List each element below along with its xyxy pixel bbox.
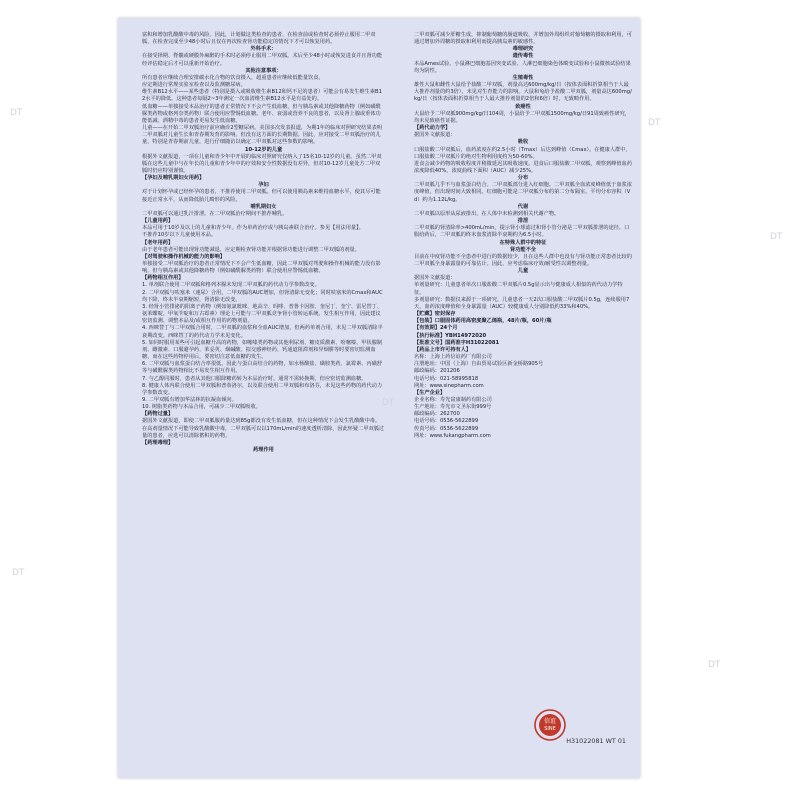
left-column-paragraph: 1. 单剂联合使用二甲双胍和格列本脲未发现二甲双胍的药代动力学参数改变。 xyxy=(142,282,320,289)
right-column-paragraph: 雄性大鼠和雌性大鼠给予盐酸二甲双胍，剂量高达600mg/kg/日（按体表面积折算相当于人最大推荐剂量的约3倍），未见对生育能力的影响。大鼠和兔给予盐酸二甲双胍，剂量高达600mg/kg/日（按体表面积折算相当于人最大推荐剂量的2倍和6倍）时，无致畸作用。 xyxy=(414,82,632,103)
right-column-paragraph: 传真号码：0536-5622899 xyxy=(414,425,479,432)
left-column-paragraph: 【药物相互作用】 xyxy=(142,275,184,282)
right-column-paragraph: 目前在中度肾功能不全患者中进行的数据较少，且在这些人群中也没有与肾功能正常患者比较的二甲双胍全身暴露量的可靠估计。因此，应考虑临床疗效/耐受性以调整剂量。 xyxy=(414,253,632,267)
left-column-paragraph: 5. 如同时服用某些可引起血糖升高的药物，如噻嗪类药物或其他利尿剂、糖皮质激素、吩噻嗪、甲状腺制剂、雌激素、口服避孕药、苯妥英、烟碱酸、拟交感神经药、钙通道阻滞剂和异烟肼等时要密切监测血糖，而在这些药物停用后，要密切注意低血糖的发生。 xyxy=(142,339,383,361)
right-column-paragraph: 儿童 xyxy=(517,268,529,275)
left-column-paragraph: 6. 二甲双胍与血浆蛋白结合率很低，因此与蛋白高结合的药物，如水杨酸盐、磺胺类药、氯霉素、丙磺舒等与磺酰脲类药物相比不易发生相互作用。 xyxy=(142,361,383,375)
left-column-paragraph: 对于计划怀孕或已经怀孕的患者，不推荐使用二甲双胍。但可以使用胰岛素来维持血糖水平，使其尽可能接近正常水平，从而降低胎儿畸形的风险。 xyxy=(142,189,381,203)
right-column-paragraph: 生产地址：寿光市文圣东街999号 xyxy=(414,404,492,411)
right-column-paragraph: 代谢 xyxy=(517,203,529,210)
left-column-paragraph: 2. 二甲双胍与呋塞米（速尿）合用，二甲双胍的AUC增加，但肾清除无变化；同时呋塞米的Cmax和AUC均下降，终末半衰期缩短，肾清除无改变。 xyxy=(142,289,383,303)
left-column-paragraph: 9. 二甲双胍有增加华法林的抗凝血倾向。 xyxy=(142,396,237,403)
right-column-paragraph: 毒理研究 xyxy=(512,46,534,53)
right-column-paragraph: 【药品上市许可持有人】 xyxy=(414,346,472,353)
right-column-paragraph: 生殖毒性 xyxy=(512,74,534,81)
left-column-paragraph: 10-12岁的儿童 xyxy=(244,146,283,153)
svg-text:信谊: 信谊 xyxy=(543,718,557,725)
right-column-paragraph: 二甲双胍可减少肝糖生成，抑制葡萄糖的肠道吸收，并增加外周组织对葡萄糖的摄取和利用，可通过增加外周糖的摄取和利用而提高胰岛素的敏感性。 xyxy=(414,32,632,46)
left-column-paragraph: 低血糖——单独接受本品治疗的患者正常情况下不会产生低血糖，但与胰岛素或其他降糖药物（例如磺酰脲类药物或格列奈类药物）联合使用应警惕低血糖。老年、衰弱或营养不良的患者，以及肾上腺或垂体功能低减、酒精中毒的患者更易发生低血糖。 xyxy=(142,103,381,124)
watermark-right-bottom: DT xyxy=(708,660,721,670)
right-column-paragraph: 二甲双胍几乎不与血浆蛋白结合。二甲双胍部分进入红细胞。二甲双胍全血浓度峰值低于血浆浓度峰值，但出现时间大致相同。红细胞可能是二甲双胍分布的第二分布隔室。平均分布容积（Vd）约为1.12L/kg。 xyxy=(414,182,632,203)
left-column-paragraph: 在接受择期、脊髓或硬膜外麻醉的手术时必须停止服用二甲双胍。术后至少48小时或恢复进食并且肾功能经评估稳定后才可以重新开始治疗。 xyxy=(142,53,383,67)
left-column-paragraph: 孕妇 xyxy=(258,182,269,189)
left-column-paragraph: 10. 树脂类药物与本品合用，可减少二甲双胍吸收。 xyxy=(142,404,261,411)
right-column-paragraph: 吸收 xyxy=(517,139,529,146)
right-column-paragraph: 大鼠给予二甲双胍900mg/kg/日104周，小鼠给予二甲双胍1500mg/kg/日91周致癌性研究，均未见致癌性证据。 xyxy=(414,110,630,124)
left-column-paragraph: 维生素B12水平——某些患者（特别是摄入或吸收维生素B12和钙不足的患者）可能会有易发生维生素B12水平的降低。这种患者每隔2~3年测定一次血清维生素B12水平是有益处的。 xyxy=(142,89,382,103)
right-column-paragraph: 【生产企业】 xyxy=(414,389,446,396)
right-column-paragraph: 邮政编码：262700 xyxy=(414,411,460,418)
left-column-paragraph: 单独接受二甲双胍治疗的患者正常情况下不会产生低血糖，因此二甲双胍对驾驶和操作机械的能力没有影响。但与胰岛素或其他降糖药物（例如磺酰脲类药物）联合使用应警惕低血糖。 xyxy=(142,261,381,275)
right-column-paragraph: 二甲双胍的肾清除率>400mL/min，提示肾小球滤过和肾小管分泌是二甲双胍排泄的途径。口服给药后，二甲双胍的终末血浆清除半衰期约为6.5小时。 xyxy=(414,225,630,239)
right-column-paragraph: 进食会减少药物的吸收程度并稍微延迟其吸收速度。进食后口服盐酸二甲双胍，观察到峰值血药浓度降低40%，浓度曲线下面积（AUC）减少25%。 xyxy=(414,160,632,174)
sine-seal-logo xyxy=(533,708,567,750)
svg-text:SINE: SINE xyxy=(544,726,556,732)
watermark-right-top: DT xyxy=(648,118,661,128)
right-column-paragraph: 在特殊人群中的特征 xyxy=(499,239,547,246)
left-column-paragraph: 二甲双胍可以通过乳汁排泄。在二甲双胍治疗期间不推荐哺乳。 xyxy=(142,210,288,217)
right-column-paragraph: 名称：上海上药信谊药厂有限公司 xyxy=(414,354,492,361)
left-column-paragraph: 【老年用药】 xyxy=(142,239,174,246)
left-column-paragraph: 【药物过量】 xyxy=(142,411,174,418)
watermark-right-mid: DT xyxy=(770,232,783,242)
right-column-paragraph: 肾功能不全 xyxy=(510,246,536,253)
left-column-paragraph: 【药理毒理】 xyxy=(142,439,174,446)
right-column-paragraph: 网址：www.sinepharm.com xyxy=(414,382,484,389)
right-column-paragraph: 【执行标准】YBH14972020 xyxy=(414,332,487,339)
left-column-paragraph: 【孕妇及哺乳期妇女用药】 xyxy=(142,175,205,182)
left-column-paragraph: 富积和增加乳酸酸中毒的风险。因此，计划做这类检查的患者，在检查前或检查时必须停止服用二甲双胍，在检查完成至少48小时后且仅在再次检查肾功能稳定的情况下才可以恢复用药。 xyxy=(142,32,376,46)
watermark-left-bottom: DT xyxy=(12,568,25,578)
left-column-paragraph: 据国外文献报道，即使二甲双胍服药量达到85g都没有发生低血糖，但在这种情况下会发生乳酸酸中毒。在高剂量情况下可能导致乳酸酸中毒，二甲双胍可以以170mL/min的速度透析清除，因此怀疑二甲双胍过量的患者，应选可以清除蓄积的药物。 xyxy=(142,418,385,439)
left-column-paragraph: 本品可用于10岁及以上的儿童和青少年。作为单药治疗或与胰岛素联合治疗。参见【用法用量】。 xyxy=(142,225,364,232)
leaflet-sheet xyxy=(118,18,640,778)
left-column-paragraph: 4. 西咪替丁与二甲双胍合用时，二甲双胍的血浆和全血AUC增加，但两药单剂合用，未见二甲双胍清除半衰期改变。西咪替丁的药代动力学未见变化。 xyxy=(142,325,383,339)
right-column-paragraph: 多剂量研究：数据仅来源于一项研究。儿童患者一天2次口服盐酸二甲双胍片0.5g，连续服用7天，血药浓度峰值和全身暴露量（AUC）较健康成人分别降低约33%和40%。 xyxy=(414,296,630,310)
left-column-paragraph: 【儿童用药】 xyxy=(142,218,174,225)
left-column-paragraph: 根据外文献报道，一项在儿童和青少年中开展的临床对照研究仅纳入了15名10-12岁的儿童。虽然二甲双胍在这些儿童中与在年长的儿童和青少年中的疗效和安全性数据没有差异，但对10-12岁儿童处方二甲双胍时仍应特别谨慎。 xyxy=(142,153,382,174)
watermark-left-top: DT xyxy=(10,108,23,118)
watermark-center: DT xyxy=(382,398,395,408)
left-column-paragraph: 所有患者应继续合理安排碳水化合物的饮食摄入，超重患者应继续低能量饮食。 xyxy=(142,74,324,81)
left-column xyxy=(142,32,385,454)
right-column-paragraph: 单剂量研究：儿童患者单次口服盐酸二甲双胍片0.5g显示出与健康成人相似的药代动力学特征。 xyxy=(414,282,623,296)
right-column-paragraph: 【包装】口服固体药用高密度聚乙烯瓶，48片/瓶，60片/瓶 xyxy=(414,318,552,325)
left-column-paragraph: 儿童——在开始二甲双胍治疗前应确诊2型糖尿病。美国多次发表报道，为期1年的临床对照研究结果表明二甲双胍对儿童生长和青春期发育的影响，但没有这方面的长期数据。因此，应对接受二甲双胍治疗的儿童，特别是青春期前儿童，进行仔细随访以确定二甲双胍对这些参数的影响。 xyxy=(142,125,383,146)
right-column xyxy=(414,32,632,440)
left-column-paragraph: 哺乳期妇女 xyxy=(250,203,277,210)
left-column-paragraph: 药理作用 xyxy=(253,447,274,454)
right-column-paragraph: 分布 xyxy=(517,175,529,182)
right-column-paragraph: 邮政编码：201206 xyxy=(414,368,460,375)
left-column-paragraph: 3. 经肾小管排泌的阳离子药物（例如氨氯吡咪、地高辛、吗啡、普鲁卡因胺、奎尼丁、奎宁、雷尼替丁、氨苯蝶啶、甲氧苄啶和万古霉素）理论上可能与二甲双胍竞争肾小管转运系统，发生相互作用，因此建议密切监测、调整本品及/或相互作用的药物剂量。 xyxy=(142,303,383,325)
left-column-paragraph: 由于老年患者可能出现肾功能减退，应定期检查肾功能并根据肾功能进行调整二甲双胍的剂量。 xyxy=(142,246,360,253)
left-column-paragraph: 应定期进行常规实验室检查以及监测糖尿病。 xyxy=(142,82,246,89)
right-column-paragraph: 电话号码：0536-5622899 xyxy=(414,418,479,425)
left-column-paragraph: 8. 健康人体内联合使用二甲双胍和普萘洛尔，以及联合使用二甲双胍和布洛芬，未见这些药物的药代动力学参数改变。 xyxy=(142,382,383,396)
right-column-paragraph: 遗传毒性 xyxy=(512,53,534,60)
left-column-paragraph: 7. 与乙醇同服时，患者从其他口服降糖药转为本品治疗时，通常不需转换期，但应密切监测血糖。 xyxy=(142,375,367,382)
right-column-paragraph: 网址：www.fukangpharm.com xyxy=(414,432,491,439)
right-column-paragraph: 【有效期】24个月 xyxy=(414,325,458,332)
right-column-paragraph: 【贮藏】密封保存 xyxy=(414,311,456,318)
right-column-paragraph: 电话号码：021-58995818 xyxy=(414,375,479,382)
right-column-paragraph: 【批准文号】国药准字H31022081 xyxy=(414,339,500,346)
document-code: H31022081 WT 01 xyxy=(566,737,626,745)
right-column-paragraph: 据国外文献报道： xyxy=(414,132,456,139)
right-column-paragraph: 排泄 xyxy=(517,218,529,225)
right-column-paragraph: 企业名称：寿光富康制药有限公司 xyxy=(414,396,492,403)
right-column-paragraph: 致癌性 xyxy=(515,103,531,110)
right-column-paragraph: 据国外文献报道： xyxy=(414,275,456,282)
right-column-paragraph: 口服盐酸二甲双胍后，血药浓度在约2.5小时（Tmax）后达到峰值（Cmax）。在健康人群中，口服盐酸二甲双胍片的绝对生物利用度约为50-60%。 xyxy=(414,146,631,160)
left-column-paragraph: 其他注意事项： xyxy=(245,67,282,74)
left-column-paragraph: 【对驾驶和操作机械的能力的影响】 xyxy=(142,253,226,260)
left-column-paragraph: 不推荐10岁以下儿童使用本品。 xyxy=(142,232,217,239)
right-column-paragraph: 二甲双胍以原形从尿液排出，在人体中未检测到相关代谢产物。 xyxy=(414,210,560,217)
right-column-paragraph: 【药代动力学】 xyxy=(414,125,451,132)
right-column-paragraph: 本品Ames试验、小鼠淋巴细胞基因突变试验、人淋巴细胞染色体畸变试验和小鼠微核试验结果均为阴性。 xyxy=(414,60,631,74)
right-column-paragraph: 注册地址：中国（上海）自由贸易试验区新金桥路905号 xyxy=(414,361,544,368)
left-column-paragraph: 外科手术： xyxy=(250,46,277,53)
